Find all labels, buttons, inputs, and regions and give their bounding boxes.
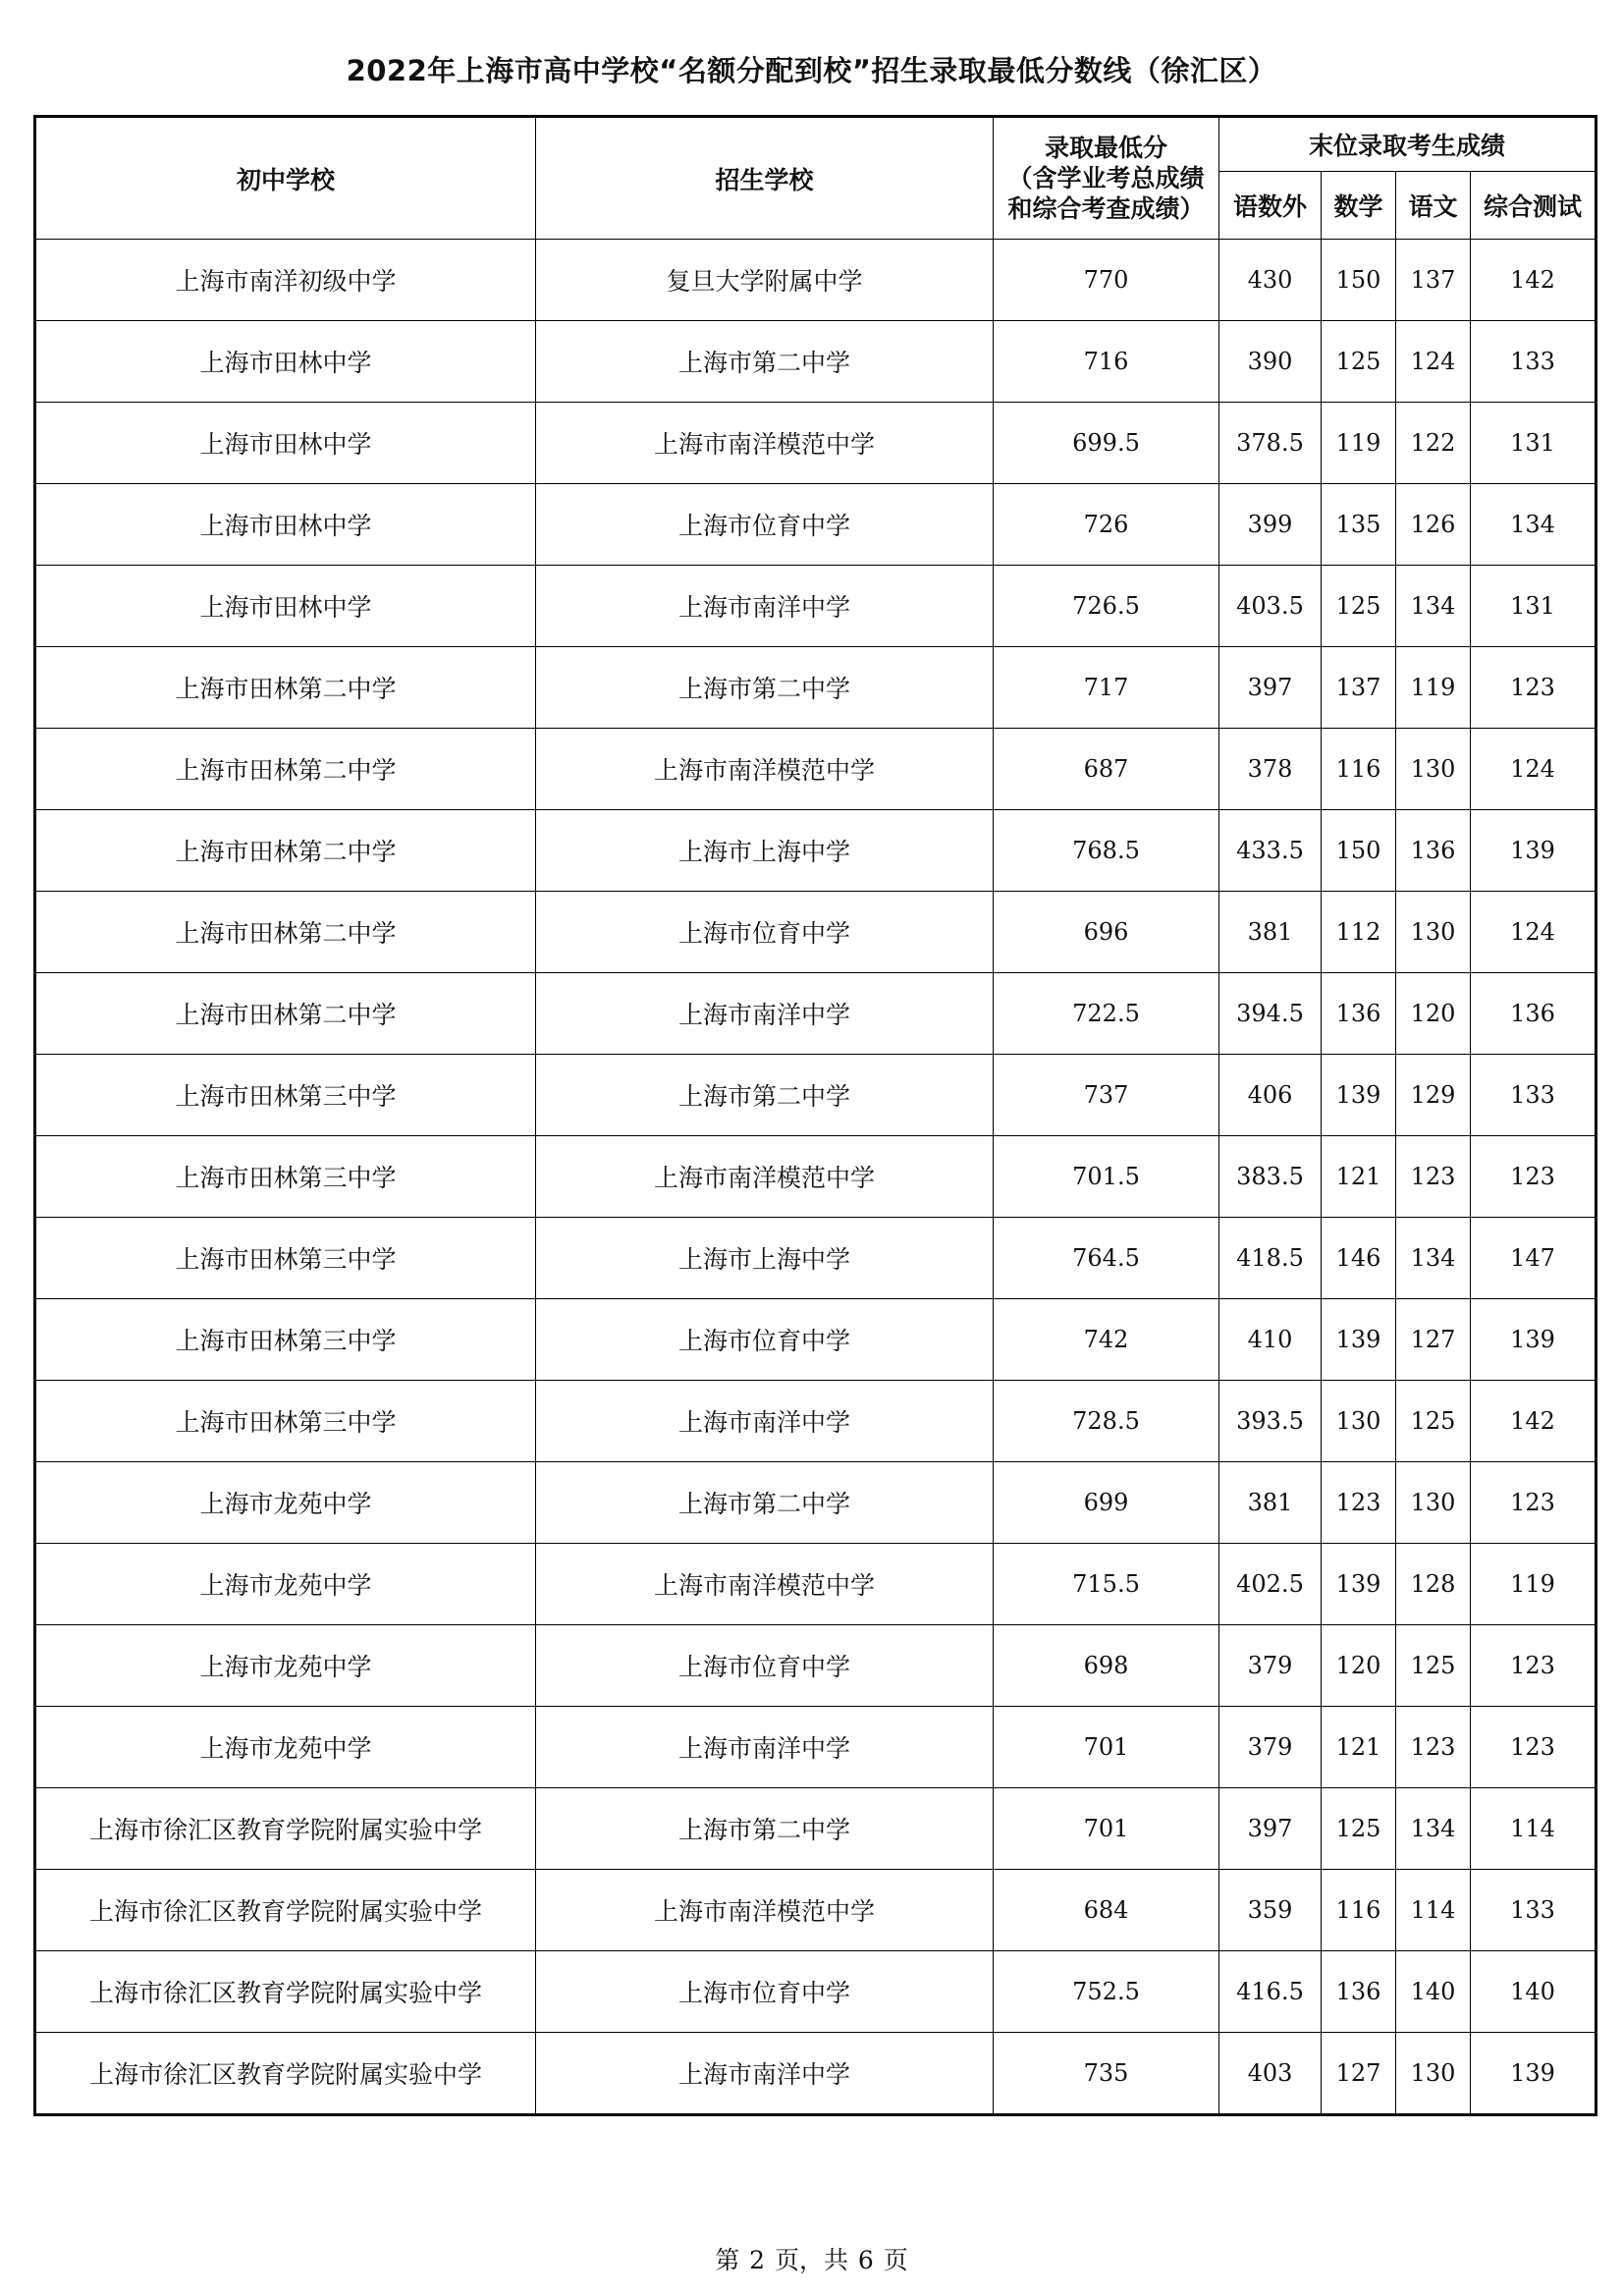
cell-admitting-school: 上海市第二中学: [536, 321, 994, 403]
header-comprehensive: 综合测试: [1471, 172, 1596, 240]
header-math: 数学: [1322, 172, 1396, 240]
cell-comprehensive: 124: [1471, 892, 1596, 973]
cell-middle-school: 上海市田林第二中学: [35, 647, 536, 729]
cell-min-score: 722.5: [994, 973, 1219, 1055]
cell-middle-school: 上海市龙苑中学: [35, 1625, 536, 1707]
cell-middle-school: 上海市田林第二中学: [35, 729, 536, 810]
table-row: [35, 810, 1596, 892]
table-row: [35, 484, 1596, 566]
cell-admitting-school: 上海市南洋模范中学: [536, 1870, 994, 1951]
cell-comprehensive: 114: [1471, 1788, 1596, 1870]
table-body: [35, 240, 1596, 2115]
cell-admitting-school: 上海市南洋中学: [536, 1707, 994, 1788]
cell-min-score: 684: [994, 1870, 1219, 1951]
header-min-score-line3: 和综合考查成绩）: [1007, 194, 1205, 223]
cell-min-score: 770: [994, 240, 1219, 321]
table-row: [35, 729, 1596, 810]
cell-math: 139: [1322, 1544, 1396, 1625]
table-row: [35, 1299, 1596, 1381]
cell-math: 130: [1322, 1381, 1396, 1462]
cell-math: 123: [1322, 1462, 1396, 1544]
cell-middle-school: 上海市田林中学: [35, 566, 536, 647]
cell-comprehensive: 147: [1471, 1218, 1596, 1299]
cell-math: 125: [1322, 321, 1396, 403]
cell-admitting-school: 上海市南洋中学: [536, 566, 994, 647]
cell-chinese: 140: [1396, 1951, 1471, 2033]
header-yushuwai: 语数外: [1219, 172, 1322, 240]
cell-chinese: 123: [1396, 1136, 1471, 1218]
cell-yushuwai: 416.5: [1219, 1951, 1322, 2033]
cell-middle-school: 上海市田林中学: [35, 484, 536, 566]
cell-middle-school: 上海市徐汇区教育学院附属实验中学: [35, 1788, 536, 1870]
cell-min-score: 696: [994, 892, 1219, 973]
cell-chinese: 119: [1396, 647, 1471, 729]
cell-yushuwai: 430: [1219, 240, 1322, 321]
cell-middle-school: 上海市龙苑中学: [35, 1707, 536, 1788]
cell-chinese: 126: [1396, 484, 1471, 566]
cell-admitting-school: 上海市南洋模范中学: [536, 403, 994, 484]
cell-middle-school: 上海市徐汇区教育学院附属实验中学: [35, 1951, 536, 2033]
cell-yushuwai: 393.5: [1219, 1381, 1322, 1462]
cell-comprehensive: 123: [1471, 1136, 1596, 1218]
cell-yushuwai: 381: [1219, 892, 1322, 973]
cell-chinese: 127: [1396, 1299, 1471, 1381]
table-row: [35, 1707, 1596, 1788]
cell-comprehensive: 119: [1471, 1544, 1596, 1625]
cell-comprehensive: 123: [1471, 647, 1596, 729]
table-row: [35, 1625, 1596, 1707]
cell-min-score: 726.5: [994, 566, 1219, 647]
cell-comprehensive: 131: [1471, 403, 1596, 484]
cell-math: 136: [1322, 973, 1396, 1055]
cell-admitting-school: 上海市南洋模范中学: [536, 1136, 994, 1218]
cell-comprehensive: 133: [1471, 1870, 1596, 1951]
cell-yushuwai: 402.5: [1219, 1544, 1322, 1625]
cell-middle-school: 上海市龙苑中学: [35, 1544, 536, 1625]
cell-min-score: 726: [994, 484, 1219, 566]
cell-comprehensive: 124: [1471, 729, 1596, 810]
cell-comprehensive: 123: [1471, 1707, 1596, 1788]
table-row: [35, 1951, 1596, 2033]
cell-min-score: 735: [994, 2033, 1219, 2115]
cell-math: 125: [1322, 566, 1396, 647]
cell-chinese: 124: [1396, 321, 1471, 403]
table-row: [35, 403, 1596, 484]
cell-math: 139: [1322, 1055, 1396, 1136]
cell-admitting-school: 上海市位育中学: [536, 1625, 994, 1707]
table-row: [35, 1136, 1596, 1218]
cell-math: 150: [1322, 240, 1396, 321]
cell-min-score: 742: [994, 1299, 1219, 1381]
cell-chinese: 125: [1396, 1625, 1471, 1707]
cell-yushuwai: 378: [1219, 729, 1322, 810]
page-footer: 第 2 页，共 6 页: [715, 2246, 908, 2274]
cell-chinese: 125: [1396, 1381, 1471, 1462]
cell-math: 120: [1322, 1625, 1396, 1707]
cell-chinese: 123: [1396, 1707, 1471, 1788]
cell-math: 146: [1322, 1218, 1396, 1299]
table-row: [35, 1055, 1596, 1136]
cell-middle-school: 上海市田林第三中学: [35, 1218, 536, 1299]
cell-chinese: 134: [1396, 1788, 1471, 1870]
cell-math: 121: [1322, 1707, 1396, 1788]
table-row: [35, 647, 1596, 729]
cell-min-score: 764.5: [994, 1218, 1219, 1299]
cell-chinese: 136: [1396, 810, 1471, 892]
cell-middle-school: 上海市田林第二中学: [35, 810, 536, 892]
cell-math: 136: [1322, 1951, 1396, 2033]
cell-middle-school: 上海市田林第三中学: [35, 1136, 536, 1218]
cell-min-score: 699.5: [994, 403, 1219, 484]
cell-admitting-school: 复旦大学附属中学: [536, 240, 994, 321]
cell-middle-school: 上海市田林第三中学: [35, 1055, 536, 1136]
table-row: [35, 1381, 1596, 1462]
admission-score-table: [33, 115, 1597, 2116]
cell-min-score: 768.5: [994, 810, 1219, 892]
cell-chinese: 128: [1396, 1544, 1471, 1625]
cell-chinese: 130: [1396, 892, 1471, 973]
cell-min-score: 716: [994, 321, 1219, 403]
cell-middle-school: 上海市田林中学: [35, 403, 536, 484]
table-row: [35, 1870, 1596, 1951]
cell-middle-school: 上海市田林第二中学: [35, 892, 536, 973]
table-row: [35, 1788, 1596, 1870]
cell-middle-school: 上海市徐汇区教育学院附属实验中学: [35, 2033, 536, 2115]
cell-chinese: 130: [1396, 2033, 1471, 2115]
cell-admitting-school: 上海市第二中学: [536, 647, 994, 729]
table-row: [35, 1218, 1596, 1299]
cell-comprehensive: 133: [1471, 321, 1596, 403]
cell-yushuwai: 403.5: [1219, 566, 1322, 647]
cell-admitting-school: 上海市上海中学: [536, 1218, 994, 1299]
cell-math: 139: [1322, 1299, 1396, 1381]
cell-chinese: 134: [1396, 1218, 1471, 1299]
cell-middle-school: 上海市田林第三中学: [35, 1299, 536, 1381]
cell-middle-school: 上海市田林中学: [35, 321, 536, 403]
cell-chinese: 120: [1396, 973, 1471, 1055]
cell-comprehensive: 131: [1471, 566, 1596, 647]
cell-admitting-school: 上海市位育中学: [536, 892, 994, 973]
cell-math: 121: [1322, 1136, 1396, 1218]
cell-min-score: 687: [994, 729, 1219, 810]
table-row: [35, 1544, 1596, 1625]
cell-admitting-school: 上海市南洋中学: [536, 973, 994, 1055]
cell-chinese: 129: [1396, 1055, 1471, 1136]
cell-yushuwai: 406: [1219, 1055, 1322, 1136]
cell-chinese: 114: [1396, 1870, 1471, 1951]
cell-yushuwai: 433.5: [1219, 810, 1322, 892]
cell-middle-school: 上海市田林第三中学: [35, 1381, 536, 1462]
cell-min-score: 701.5: [994, 1136, 1219, 1218]
cell-math: 135: [1322, 484, 1396, 566]
cell-min-score: 698: [994, 1625, 1219, 1707]
cell-admitting-school: 上海市上海中学: [536, 810, 994, 892]
cell-yushuwai: 403: [1219, 2033, 1322, 2115]
cell-yushuwai: 410: [1219, 1299, 1322, 1381]
cell-middle-school: 上海市南洋初级中学: [35, 240, 536, 321]
cell-comprehensive: 142: [1471, 1381, 1596, 1462]
cell-math: 112: [1322, 892, 1396, 973]
cell-admitting-school: 上海市位育中学: [536, 1951, 994, 2033]
table-row: [35, 240, 1596, 321]
cell-min-score: 717: [994, 647, 1219, 729]
cell-chinese: 137: [1396, 240, 1471, 321]
cell-math: 116: [1322, 1870, 1396, 1951]
cell-yushuwai: 390: [1219, 321, 1322, 403]
cell-admitting-school: 上海市南洋中学: [536, 2033, 994, 2115]
cell-yushuwai: 394.5: [1219, 973, 1322, 1055]
cell-yushuwai: 397: [1219, 1788, 1322, 1870]
cell-math: 125: [1322, 1788, 1396, 1870]
cell-middle-school: 上海市龙苑中学: [35, 1462, 536, 1544]
cell-admitting-school: 上海市位育中学: [536, 484, 994, 566]
cell-admitting-school: 上海市第二中学: [536, 1055, 994, 1136]
cell-yushuwai: 418.5: [1219, 1218, 1322, 1299]
header-middle-school: 初中学校: [35, 117, 536, 240]
cell-comprehensive: 123: [1471, 1462, 1596, 1544]
cell-admitting-school: 上海市南洋中学: [536, 1381, 994, 1462]
cell-min-score: 715.5: [994, 1544, 1219, 1625]
cell-middle-school: 上海市徐汇区教育学院附属实验中学: [35, 1870, 536, 1951]
header-chinese: 语文: [1396, 172, 1471, 240]
table-row: [35, 1462, 1596, 1544]
cell-admitting-school: 上海市第二中学: [536, 1462, 994, 1544]
cell-admitting-school: 上海市第二中学: [536, 1788, 994, 1870]
cell-min-score: 699: [994, 1462, 1219, 1544]
cell-admitting-school: 上海市南洋模范中学: [536, 729, 994, 810]
header-min-score-line2: （含学业考总成绩: [1007, 164, 1205, 192]
cell-comprehensive: 139: [1471, 810, 1596, 892]
cell-min-score: 701: [994, 1788, 1219, 1870]
cell-min-score: 737: [994, 1055, 1219, 1136]
table-row: [35, 892, 1596, 973]
document-title: 2022年上海市高中学校“名额分配到校”招生录取最低分数线（徐汇区）: [346, 54, 1277, 87]
cell-yushuwai: 378.5: [1219, 403, 1322, 484]
cell-admitting-school: 上海市南洋模范中学: [536, 1544, 994, 1625]
header-min-score-line1: 录取最低分: [1044, 134, 1167, 162]
table-row: [35, 321, 1596, 403]
cell-middle-school: 上海市田林第二中学: [35, 973, 536, 1055]
cell-comprehensive: 133: [1471, 1055, 1596, 1136]
cell-chinese: 134: [1396, 566, 1471, 647]
cell-yushuwai: 379: [1219, 1625, 1322, 1707]
table-row: [35, 973, 1596, 1055]
cell-math: 150: [1322, 810, 1396, 892]
cell-min-score: 728.5: [994, 1381, 1219, 1462]
cell-comprehensive: 140: [1471, 1951, 1596, 2033]
cell-min-score: 752.5: [994, 1951, 1219, 2033]
cell-yushuwai: 379: [1219, 1707, 1322, 1788]
cell-comprehensive: 136: [1471, 973, 1596, 1055]
cell-yushuwai: 399: [1219, 484, 1322, 566]
cell-chinese: 122: [1396, 403, 1471, 484]
header-min-score: [994, 117, 1219, 240]
cell-yushuwai: 397: [1219, 647, 1322, 729]
cell-math: 137: [1322, 647, 1396, 729]
cell-admitting-school: 上海市位育中学: [536, 1299, 994, 1381]
cell-comprehensive: 139: [1471, 2033, 1596, 2115]
cell-yushuwai: 381: [1219, 1462, 1322, 1544]
header-admitting-school: 招生学校: [536, 117, 994, 240]
cell-yushuwai: 359: [1219, 1870, 1322, 1951]
cell-yushuwai: 383.5: [1219, 1136, 1322, 1218]
cell-math: 127: [1322, 2033, 1396, 2115]
header-last-candidate: 末位录取考生成绩: [1219, 117, 1596, 172]
cell-comprehensive: 139: [1471, 1299, 1596, 1381]
cell-chinese: 130: [1396, 1462, 1471, 1544]
cell-comprehensive: 142: [1471, 240, 1596, 321]
cell-chinese: 130: [1396, 729, 1471, 810]
table-row: [35, 2033, 1596, 2115]
cell-comprehensive: 123: [1471, 1625, 1596, 1707]
table-row: [35, 566, 1596, 647]
cell-comprehensive: 134: [1471, 484, 1596, 566]
cell-min-score: 701: [994, 1707, 1219, 1788]
cell-math: 119: [1322, 403, 1396, 484]
cell-math: 116: [1322, 729, 1396, 810]
